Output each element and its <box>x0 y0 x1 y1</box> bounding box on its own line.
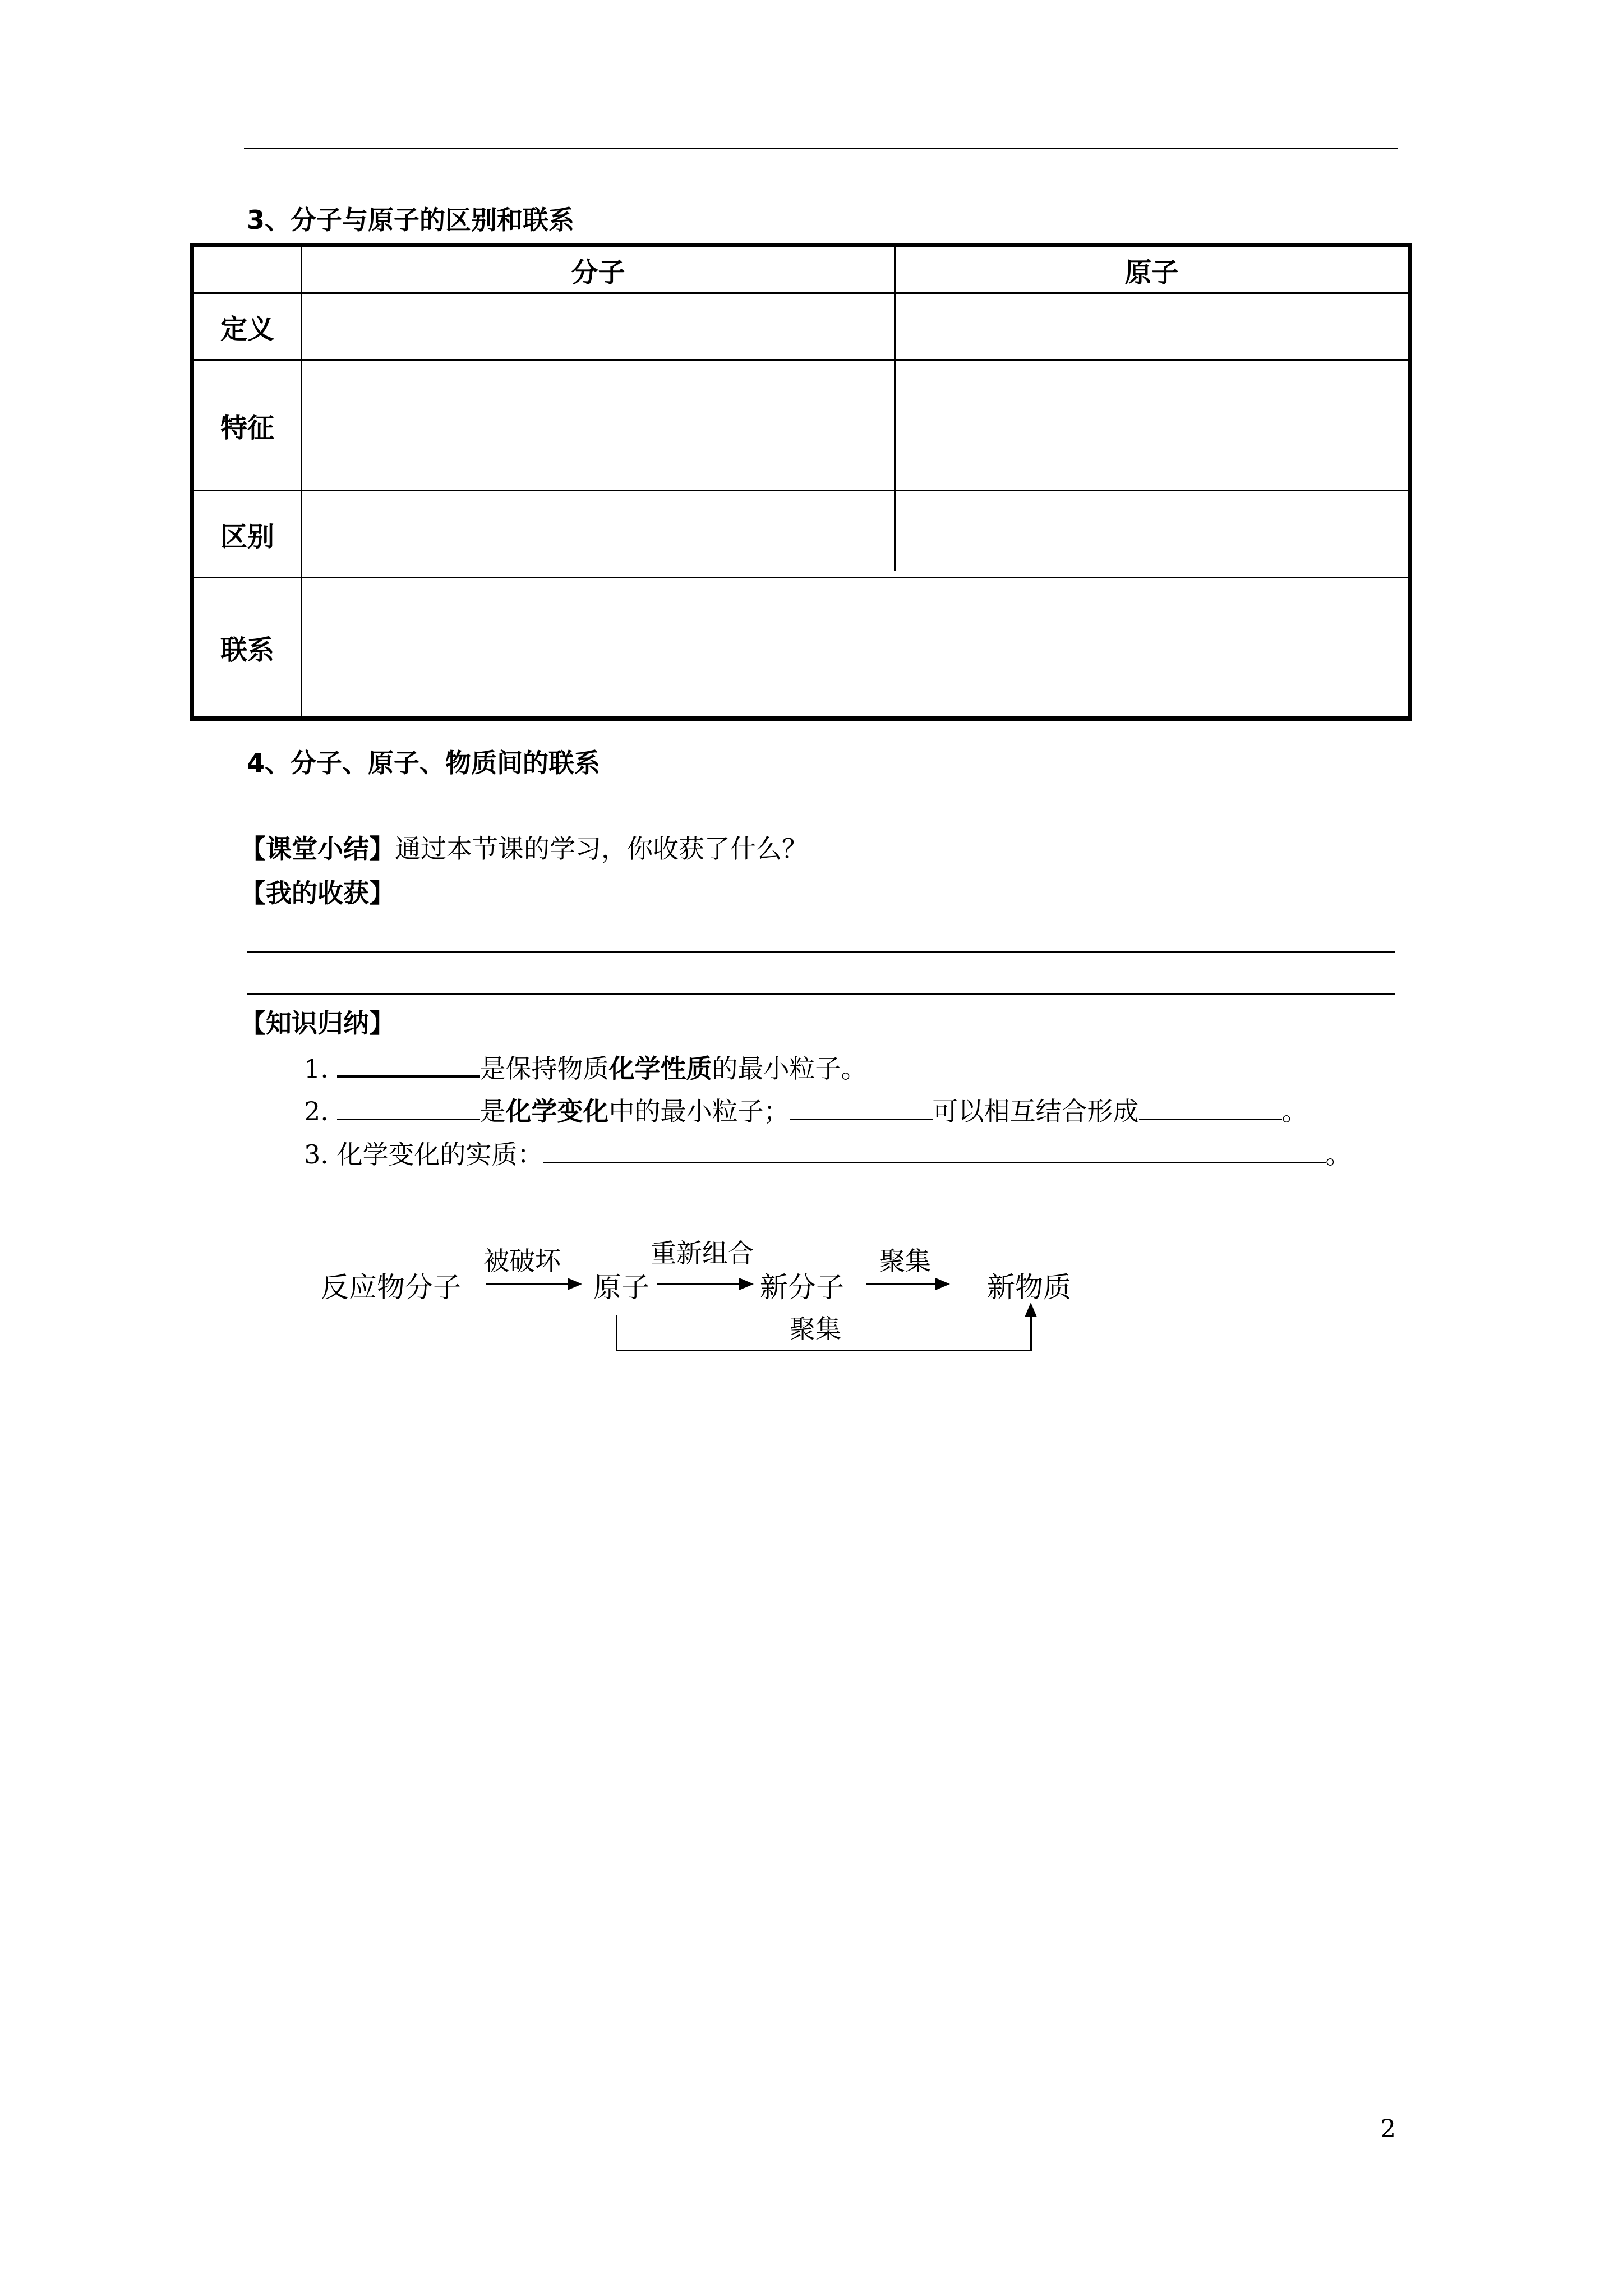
table-divider <box>194 292 1408 294</box>
knowledge-item-1 <box>304 1049 867 1085</box>
item1-bold: 化学性质 <box>608 1053 712 1084</box>
item2-bold: 化学变化 <box>505 1096 609 1126</box>
item2-text-b: 中的最小粒子； <box>608 1096 790 1126</box>
flow-step3-label: 聚集 <box>879 1246 931 1276</box>
row-label-connection: 联系 <box>220 634 274 666</box>
section3-title: 3、分子与原子的区别和联系 <box>247 205 575 235</box>
fill-blank[interactable] <box>337 1093 480 1120</box>
flow-step2-label: 重新组合 <box>651 1238 754 1268</box>
harvest-label: 【我的收获】 <box>240 878 395 908</box>
knowledge-item-3 <box>304 1136 1352 1171</box>
arrow-head <box>739 1278 754 1290</box>
table-divider <box>194 359 1408 361</box>
answer-line <box>247 993 1395 995</box>
item2-text-a: 是 <box>479 1096 506 1126</box>
header-molecule: 分子 <box>571 256 625 288</box>
arrow-line <box>657 1283 741 1285</box>
knowledge-item-2 <box>304 1093 1308 1128</box>
page-number: 2 <box>1380 2115 1396 2143</box>
arrow-line <box>866 1283 938 1285</box>
row-label-definition: 定义 <box>220 313 274 345</box>
bypass-line <box>1030 1315 1032 1351</box>
item1-text-b: 的最小粒子。 <box>712 1053 867 1084</box>
row-label-difference: 区别 <box>220 521 274 553</box>
arrow-head <box>568 1278 582 1290</box>
header-rule <box>244 148 1398 149</box>
arrow-line <box>486 1283 570 1285</box>
table-divider <box>194 577 1408 578</box>
knowledge-label: 【知识归纳】 <box>240 1008 395 1038</box>
fill-blank[interactable] <box>337 1049 480 1078</box>
fill-blank[interactable] <box>1139 1093 1282 1120</box>
bypass-line <box>616 1350 1032 1351</box>
fill-blank[interactable] <box>543 1136 1326 1163</box>
answer-line <box>247 951 1395 953</box>
arrow-head <box>935 1278 950 1290</box>
table-divider <box>194 490 1408 491</box>
item3-number: 3. <box>304 1139 329 1170</box>
class-summary-question: 通过本节课的学习，你收获了什么？ <box>395 834 808 864</box>
flow-atom: 原子 <box>593 1271 649 1304</box>
flow-end: 新物质 <box>987 1271 1071 1304</box>
item3-text: 化学变化的实质： <box>336 1139 543 1170</box>
item1-text-a: 是保持物质 <box>479 1053 609 1084</box>
class-summary <box>240 832 808 866</box>
flow-step1-label: 被破坏 <box>483 1246 561 1276</box>
fill-blank[interactable] <box>790 1093 933 1120</box>
table-divider <box>894 247 896 571</box>
item3-end: 。 <box>1325 1139 1352 1170</box>
bypass-line <box>616 1315 617 1351</box>
table-divider <box>301 247 302 716</box>
item2-number: 2. <box>304 1096 329 1126</box>
flow-start: 反应物分子 <box>321 1271 461 1304</box>
item1-number: 1. <box>304 1053 329 1084</box>
flow-new-molecule: 新分子 <box>760 1271 844 1304</box>
header-atom: 原子 <box>1124 256 1179 288</box>
class-summary-label: 【课堂小结】 <box>240 834 395 864</box>
bypass-arrow-head <box>1025 1303 1037 1317</box>
comparison-table <box>190 243 1412 721</box>
item2-text-c: 可以相互结合形成 <box>932 1096 1139 1126</box>
section4-title: 4、分子、原子、物质间的联系 <box>247 748 601 778</box>
bypass-label: 聚集 <box>790 1314 841 1344</box>
item2-end: 。 <box>1281 1096 1308 1126</box>
row-label-features: 特征 <box>220 412 274 444</box>
